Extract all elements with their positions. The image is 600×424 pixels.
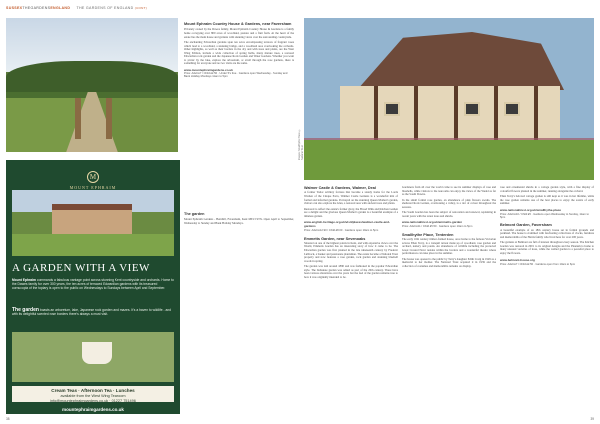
intro-info: Price: Adult £7 / Child £2.50 · Under 5's free · Gardens open Wednesday - Sunday and Bank Holiday Mondays 11am to 5pm	[184, 71, 288, 79]
belmont-title: Belmont Garden, Faversham	[500, 223, 552, 228]
belmont-info: Price: Adult £7 / Child £2.50 · Gardens open from 10am to 6pm	[500, 262, 576, 266]
garden-note	[184, 212, 294, 226]
smallhythe-para-3: rose and ornamental shrubs in a cottage garden style, with a fine display of colourful flowers planted in the summer, running alongside the orchard.	[500, 185, 594, 193]
advert-tea-photo	[12, 332, 174, 382]
advert-logo	[6, 166, 180, 190]
column-1	[304, 186, 398, 281]
garden-note-text: Mount Ephraim Gardens - Hernhill, Faversham, Kent ME13 9TX. Open April to September, Wednesday to Sunday and Bank Holiday Mondays.	[184, 217, 294, 225]
brand-a: SUSSEX	[6, 6, 23, 10]
emmetts-para-3: Gardeners from all over the world come to see its summer displays of rose and bluebells, while visitors to the tearooms can enjoy the views of the Weald as far as the South Downs.	[402, 185, 496, 197]
emmetts-info: Price: Adult £11 / Child £5.50 · Gardens open 10am to 5pm	[402, 225, 473, 229]
intro-para-2: The enchanting Edwardian gardens span ten acres encompassing terraces of fragrant roses which lead to a woodland, a stunning bridge, and a woodland area overlooking the orchards. Other highlights, as well as their borders in the dry and with trees and plants, are the West Wing Edition, include a wide collection of spring bulbs, many mature trees, a restored Edwardian rock garden and the Japanese Rock Garden and Water Gardens. Whether you want to picnic by the lake, explore the arboretum, or stroll through the rose gardens, there is something for everyone and no two visits are the same.	[184, 40, 294, 66]
advert-title: A GARDEN WITH A VIEW	[12, 262, 150, 274]
walmer-para-2: Restored to reflect the estate's former glory, the Broad Walk and Kitchen Garden are a delight and the glorious Queen Mother's garden is a beautiful example of a timeless garden.	[304, 206, 398, 218]
logo-name: MOUNT EPHRAIM	[69, 185, 117, 190]
smallhythe-link[interactable]: www.nationaltrust.org.uk/smallhythe-place	[500, 207, 562, 212]
advert-tea-bar: Cream Teas · Afternoon Tea · Lunches available from the West Wing Tearoom info@mountephraimgardens.co.uk · 01227 751496	[12, 386, 174, 402]
brand-b: THEGARDENS	[22, 6, 51, 10]
belmont-para-1: A beautiful example of an 18th century house set in formal grounds and parkland. The house is crammed with fascinating collections of clocks, furniture and memorabilia of the Harris family who lived here for over 200 years.	[500, 227, 594, 239]
photo-credit: Images: Smallhythe Place © National Trust	[298, 128, 304, 160]
section-title: THE GARDENS OF ENGLAND	[76, 6, 134, 10]
brand-c: ENGLAND	[50, 6, 71, 10]
smallhythe-para-1: The early 16th century timber-framed house, once home to the famous Victorian actress Ellen Terry, is a tranquil retreat made up of woodland, rose garden and orchard, nuttery and ponds. An abundance of wildlife including the protected Great Crested Newt resides within the borders and a wonderful theatre where performances can take place in the summer.	[402, 237, 496, 256]
smallhythe-title: Smallhythe Place, Tenterden	[402, 232, 454, 237]
garden-note-title: The garden	[184, 212, 205, 216]
emmetts-link[interactable]: www.nationaltrust.org.uk/emmetts-garden	[402, 220, 463, 225]
emmetts-para-1: Situated on one of the highest points in Kent, and with expansive views over the Weald, Emmetts Garden has an interesting story of how it came to be. The Edwardian garden was first planted in the late nineteenth century by Frederic Lubbock, a banker and passionate plantsman. The estate became a National Trust property and now features a rose garden, rock garden and stunning bluebell woods in spring.	[304, 240, 398, 263]
page-number-right: 39	[590, 417, 594, 421]
smallhythe-para-2: The house was opened to the public by Terry's daughter Edith Craig in 1929 as a memorial to her mother. The National Trust acquired it in 1939 and the collection of costumes and memorabilia remains on display.	[402, 256, 496, 268]
emmetts-para-4: In the small formal rose garden, an abundance of pink flowers awaits. The sheltered Rock Garden, overlooking a valley, is a riot of colour throughout the seasons.	[402, 197, 496, 209]
column-2	[402, 186, 496, 270]
page-header	[6, 6, 147, 10]
logo-mark-icon: M	[87, 171, 99, 183]
walmer-link[interactable]: www.english-heritage.org.uk/visit/places/walmer-castle-and-gardens	[304, 220, 390, 229]
belmont-para-2: The gardens at Belmont are full of interest throughout every season. The Kitchen Garden was restored in 2001 to its original designs and the Pinetum is home to many unusual varieties of trees, while the walled garden is a peaceful place to enjoy the flowers.	[500, 240, 594, 256]
belmont-link[interactable]: www.belmont-house.org	[500, 257, 535, 262]
walmer-title: Walmer Castle & Gardens, Walmer, Deal	[304, 186, 376, 190]
mount-ephraim-advert	[6, 160, 180, 414]
column-3	[500, 186, 594, 270]
page-number-left: 38	[6, 417, 10, 421]
smallhythe-para-4: Ellen Terry's beloved cottage garden is still kept as it was in her lifetime, while the rose garden remains one of the best places to enjoy the scents of early summer.	[500, 194, 594, 206]
section-cont: (CONT)	[134, 6, 148, 10]
emmetts-title: Emmetts Garden, near Sevenoaks	[304, 236, 366, 241]
smallhythe-house-photo	[304, 18, 594, 180]
advert-text-2: The garden boasts an arboretum, lake, Japanese rock garden and mazes. It's a haven to wildlife - and with its delightful scented rose borders there's always a must visit.	[12, 307, 171, 317]
walmer-info: Price: Adult £12.90 / Child £8.00 · Gardens open 10am to 5pm	[304, 229, 379, 233]
intro-title: Mount Ephraim Country House & Gardens, near Faversham	[184, 22, 292, 26]
walmer-para-1: A former Tudor artillery fortress that became a stately home for the Lords Warden of the Cinque Ports, Walmer Castle Gardens is a wonderful mix of formal and informal gardens. Portrayed on the stunning Queen Mother's garden, visitors can also explore the Glen, a restored area with ancient trees and plants.	[304, 190, 398, 206]
emmetts-para-2: The garden was laid around 1890 and was fashioned in the popular Edwardian style. The Italianate garden was added as part of the 20th century. There have been various alterations over the years but the feel of the garden remains true to how it was originally intended to be.	[304, 264, 398, 279]
emmetts-para-5: The South Garden has been the subject of restoration and renewal, replanting in recent years with the rarest trees and shrubs.	[402, 210, 496, 218]
advert-url[interactable]: mountephraimgardens.co.uk	[62, 407, 124, 412]
intro-para-1: Privately owned by the Dawes family, Mount Ephraim Country House & Gardens is a family home occupying over 800 acres of woodland, pasture and a fruit farm. At the heart of the estate lies the main house and gardens with stunning views over the surrounding countryside.	[184, 27, 294, 39]
advert-text-1: Mount Ephraim commands a fabulous vantage point across stunning Kent countryside and orchards. Home to the Dawes family for over 300 years, the ten acres of terraced Edwardian gardens with its treasured cornucopia of the topiary is open to the public on Wednesdays to Sundays between April and September.	[12, 278, 174, 291]
garden-path-photo	[6, 18, 178, 152]
intro-article	[184, 22, 294, 78]
advert-house-photo	[12, 190, 174, 256]
smallhythe-info: Price: Adult £10 / Child £5 · Gardens open Wednesday to Sunday, 11am to 5pm	[500, 212, 589, 220]
intro-link[interactable]: www.mountephraimgardens.co.uk	[184, 67, 233, 72]
